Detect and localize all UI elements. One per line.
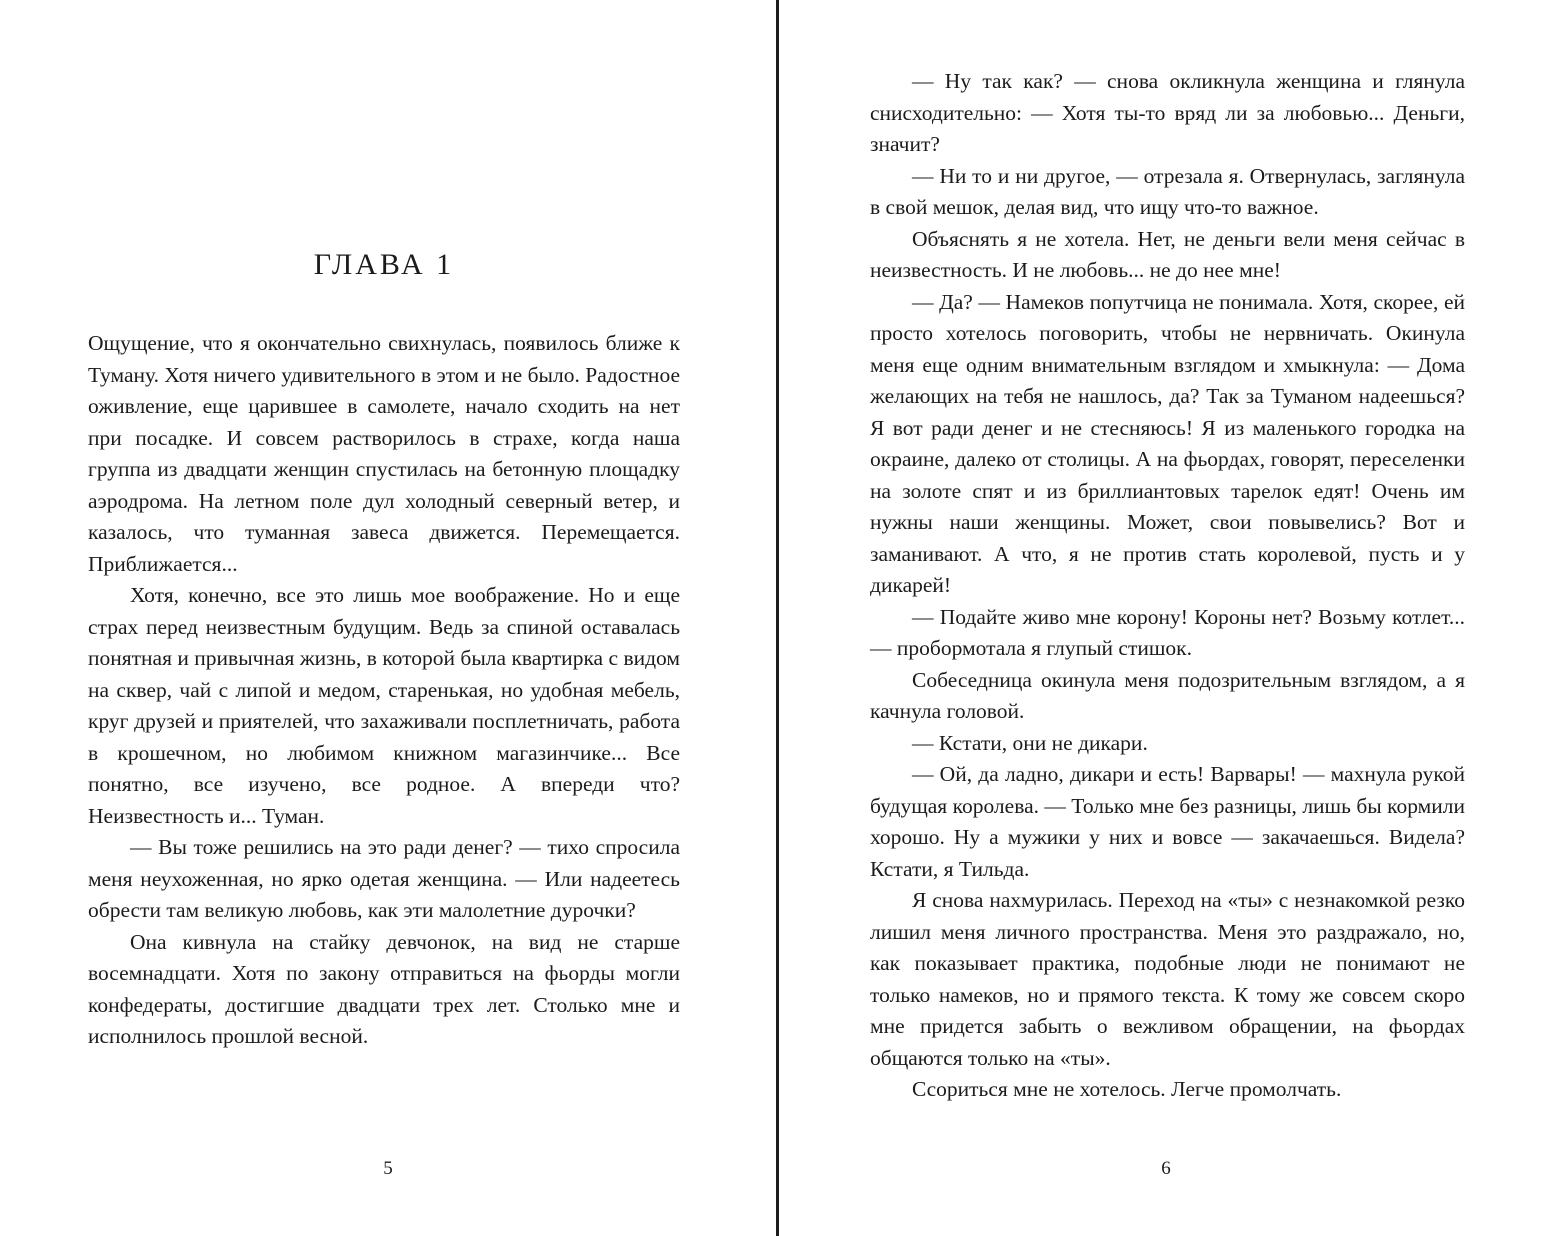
right-page-number: 6 bbox=[1161, 1158, 1171, 1179]
left-page bbox=[0, 0, 776, 1236]
paragraph: — Кстати, они не дикари. bbox=[912, 730, 1148, 755]
paragraph: — Подайте живо мне корону! Короны нет? Возьму котлет... — пробормотала я глупый стишок. bbox=[870, 604, 1465, 660]
paragraph: Собеседница окинула меня подозрительным взглядом, а я качнула головой. bbox=[870, 667, 1465, 723]
paragraph: — Ой, да ладно, дикари и есть! Варвары! — махнула рукой будущая королева. — Только мне без разницы, лишь бы кормили хорошо. Ну а мужики у них и вовсе — закачаешься. Видела? Кстати, я Тильда. bbox=[870, 762, 1465, 881]
paragraph: Хотя, конечно, все это лишь мое воображение. Но и еще страх перед неизвестным будущим. Ведь за спиной оставалась понятная и привычная жизнь, в которой была квартирка с видом на сквер, чай с липой и медом, старенькая, но удобная мебель, круг друзей и приятелей, что захаживали посплетничать, работа в крошечном, но любимом книжном магазинчике... Все понятно, все изучено, все родное. А впереди что? Неизвестность и... Туман. bbox=[88, 583, 680, 828]
paragraph: Объяснять я не хотела. Нет, не деньги вели меня сейчас в неизвестность. И не любовь... не до нее мне! bbox=[870, 226, 1465, 282]
right-page-content bbox=[779, 0, 1553, 1106]
paragraph: — Ни то и ни другое, — отрезала я. Отвернулась, заглянула в свой мешок, делая вид, что ищу что-то важное. bbox=[870, 163, 1465, 219]
paragraph: Она кивнула на стайку девчонок, на вид не старше восемнадцати. Хотя по закону отправиться на фьорды могли конфедераты, достигшие двадцати трех лет. Столько мне и исполнилось прошлой весной. bbox=[88, 929, 680, 1048]
paragraph: Я снова нахмурилась. Переход на «ты» с незнакомкой резко лишил меня личного пространства. Меня это раздражало, но, как показывает практика, подобные люди не понимают не только намеков, но и прямого текста. К тому же совсем скоро мне придется забыть о вежливом обращении, на фьордах общаются только на «ты». bbox=[870, 888, 1465, 1070]
paragraph: — Да? — Намеков попутчица не понимала. Хотя, скорее, ей просто хотелось поговорить, чтобы не нервничать. Окинула меня еще одним внимательным взглядом и хмыкнула: — Дома желающих на тебя не нашлось, да? Так за Туманом надеешься? Я вот ради денег и не стесняюсь! Я из маленького городка на окраине, далеко от столицы. А на фьордах, говорят, переселенки на золоте спят и из бриллиантовых тарелок едят! Очень им нужны наши женщины. Может, свои повывелись? Вот и заманивают. А что, я не против стать королевой, пусть и у дикарей! bbox=[870, 289, 1465, 597]
paragraph: — Ну так как? — снова окликнула женщина и глянула снисходительно: — Хотя ты-то вряд ли за любовью... Деньги, значит? bbox=[870, 69, 1465, 156]
left-page-number: 5 bbox=[383, 1158, 393, 1179]
right-page bbox=[779, 0, 1553, 1236]
paragraph: Ссориться мне не хотелось. Легче промолчать. bbox=[912, 1077, 1342, 1101]
left-page-content bbox=[0, 248, 776, 1053]
paragraph: — Вы тоже решились на это ради денег? — тихо спросила меня неухоженная, но ярко одетая женщина. — Или надеетесь обрести там великую любовь, как эти малолетние дурочки? bbox=[88, 835, 680, 922]
paragraph: Ощущение, что я окончательно свихнулась, появилось ближе к Туману. Хотя ничего удивительного в этом и не было. Радостное оживление, еще царившее в самолете, начало сходить на нет при посадке. И совсем растворилось в страхе, когда наша группа из двадцати женщин спустилась на бетонную площадку аэродрома. На летном поле дул холодный северный ветер, и казалось, что туманная завеса движется. Перемещается. Приближается... bbox=[88, 331, 680, 576]
chapter-title: ГЛАВА 1 bbox=[313, 248, 455, 281]
